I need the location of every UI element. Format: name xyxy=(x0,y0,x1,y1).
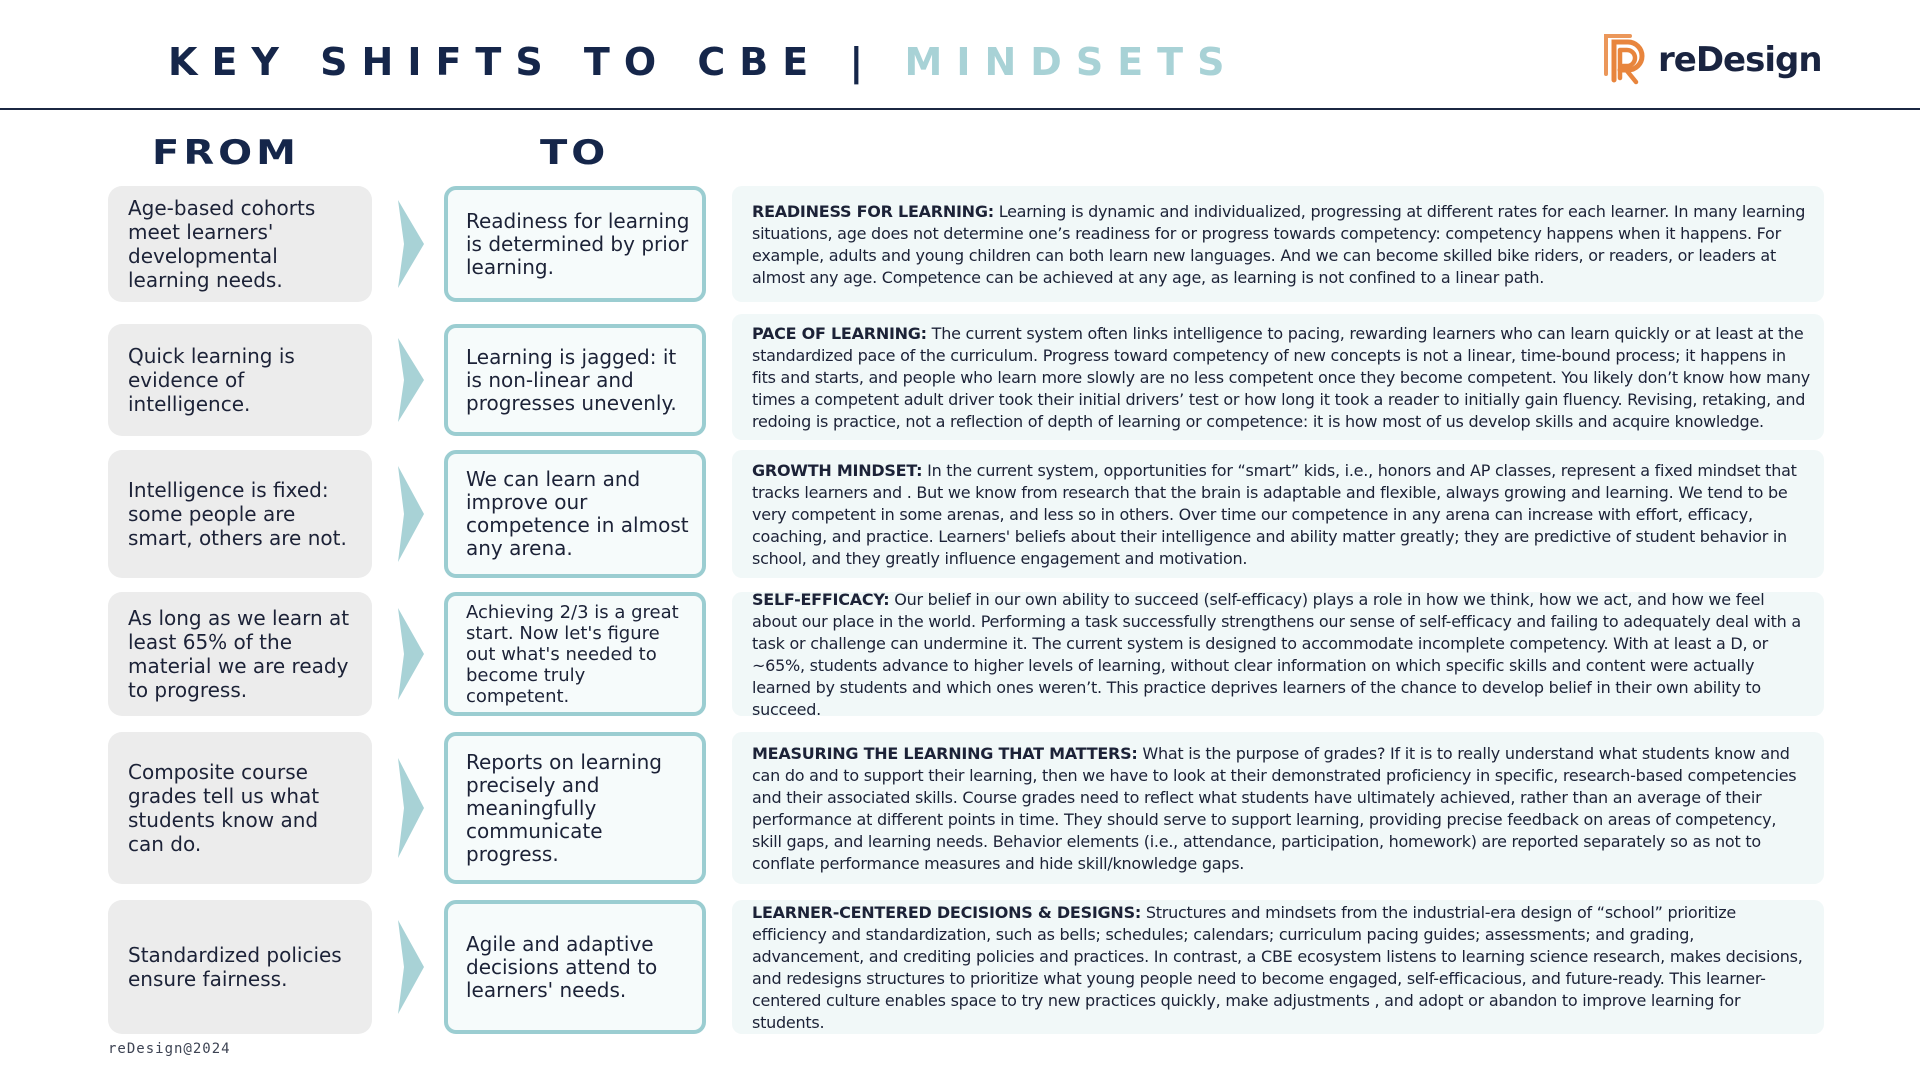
shift-description xyxy=(732,732,1824,884)
shift-description xyxy=(732,900,1824,1034)
to-statement: We can learn and improve our competence in almost any arena. xyxy=(444,450,706,578)
to-statement: Learning is jagged: it is non-linear and progresses unevenly. xyxy=(444,324,706,436)
from-column-heading: FROM xyxy=(152,133,300,173)
shift-description xyxy=(732,314,1824,440)
from-statement: Standardized policies ensure fairness. xyxy=(108,900,372,1034)
description-heading: GROWTH MINDSET: xyxy=(752,461,923,480)
arrow-right-icon xyxy=(398,200,424,288)
to-statement: Achieving 2/3 is a great start. Now let's figure out what's needed to become truly competent. xyxy=(444,592,706,716)
arrow-right-icon xyxy=(398,758,424,858)
from-statement: Quick learning is evidence of intelligence. xyxy=(108,324,372,436)
copyright-footer: reDesign@2024 xyxy=(108,1041,231,1057)
description-body: Structures and mindsets from the industrial-era design of “school” prioritize efficiency and standardization, such as bells; schedules; calendars; curriculum pacing guides; assessments; and grading, advancement, and crediting policies and practices. In contrast, a CBE ecosystem listens to learning science research, makes decisions, and redesigns structures to prioritize what young people need to become engaged, self-efficacious, and future-ready. This learner-centered culture enables space to try new practices quickly, make adjustments , and adopt or abandon to improve learning for students. xyxy=(752,903,1803,1032)
description-heading: READINESS FOR LEARNING: xyxy=(752,202,994,221)
page-title xyxy=(168,40,1238,84)
page-title-accent: MINDSETS xyxy=(904,40,1239,84)
description-body: Our belief in our own ability to succeed (self-efficacy) plays a role in how we think, how we act, and how we feel about our place in the world. Performing a task successfully strengthens our sense of self-efficacy and failing to adequately deal with a task or challenge can undermine it. The current system is designed to accommodate incomplete competency. With at least a D, or ~65%, students advance to higher levels of learning, without clear information on which specific skills and content were actually learned by students and which ones weren’t. This practice deprives learners of the chance to develop belief in their own ability to succeed. xyxy=(752,590,1801,719)
to-column-heading: TO xyxy=(540,133,610,173)
arrow-right-icon xyxy=(398,920,424,1014)
description-heading: PACE OF LEARNING: xyxy=(752,324,927,343)
shift-description xyxy=(732,590,1824,719)
page-title-main: KEY SHIFTS TO CBE | xyxy=(168,40,878,84)
header-divider xyxy=(0,108,1920,110)
from-statement: Age-based cohorts meet learners' developmental learning needs. xyxy=(108,186,372,302)
description-body: In the current system, opportunities for “smart” kids, i.e., honors and AP classes, represent a fixed mindset that tracks learners and . But we know from research that the brain is adaptable and flexible, always growing and learning. We tend to be very competent in some arenas, and less so in others. Over time our competence in any arena can increase with effort, efficacy, coaching, and practice. Learners' beliefs about their intelligence and ability matter greatly; they are predictive of student behavior in school, and they greatly influence engagement and motivation. xyxy=(752,461,1797,568)
arrow-right-icon xyxy=(398,466,424,562)
description-heading: SELF-EFFICACY: xyxy=(752,590,890,609)
description-body: Learning is dynamic and individualized, progressing at different rates for each learner. In many learning situations, age does not determine one’s readiness for or progress towards competency: competency happens when it happens. For example, adults and young children can both learn new languages. And we can become skilled bike riders, or readers, or leaders at almost any age. Competence can be achieved at any age, as learning is not confined to a linear path. xyxy=(752,202,1806,287)
shift-description xyxy=(732,186,1824,302)
shift-description xyxy=(732,450,1824,578)
arrow-right-icon xyxy=(398,338,424,422)
from-statement: Intelligence is fixed: some people are smart, others are not. xyxy=(108,450,372,578)
brand-logo-text: reDesign xyxy=(1658,40,1822,80)
from-statement: As long as we learn at least 65% of the material we are ready to progress. xyxy=(108,592,372,716)
to-statement: Readiness for learning is determined by prior learning. xyxy=(444,186,706,302)
description-heading: MEASURING THE LEARNING THAT MATTERS: xyxy=(752,744,1138,763)
from-statement: Composite course grades tell us what students know and can do. xyxy=(108,732,372,884)
description-body: What is the purpose of grades? If it is to really understand what students know and can do and to support their learning, then we have to look at their demonstrated proficiency in specific, research-based competencies and their associated skills. Course grades need to reflect what students have ultimately achieved, rather than an average of their performance at different points in time. They should serve to support learning, providing precise feedback on areas of competency, skill gaps, and learning needs. Behavior elements (i.e., attendance, participation, homework) are reported separately so as not to conflate performance measures and hide skill/knowledge gaps. xyxy=(752,744,1797,873)
to-statement: Reports on learning precisely and meaningfully communicate progress. xyxy=(444,732,706,884)
to-statement: Agile and adaptive decisions attend to learners' needs. xyxy=(444,900,706,1034)
description-body: The current system often links intelligence to pacing, rewarding learners who can learn quickly or at least at the standardized pace of the curriculum. Progress toward competency of new concepts is not a linear, time-bound process; it happens in fits and starts, and people who learn more slowly are no less competent once they become competent. You likely don’t know how many times a competent adult driver took their initial drivers’ test or how long it took a reader to initially gain fluency. Revising, retaking, and redoing is practice, not a reflection of depth of learning or competence: it is how most of us develop skills and acquire knowledge. xyxy=(752,324,1810,431)
brand-logo xyxy=(1596,28,1822,92)
redesign-logo-icon xyxy=(1596,30,1656,90)
description-heading: LEARNER-CENTERED DECISIONS & DESIGNS: xyxy=(752,903,1141,922)
arrow-right-icon xyxy=(398,608,424,700)
